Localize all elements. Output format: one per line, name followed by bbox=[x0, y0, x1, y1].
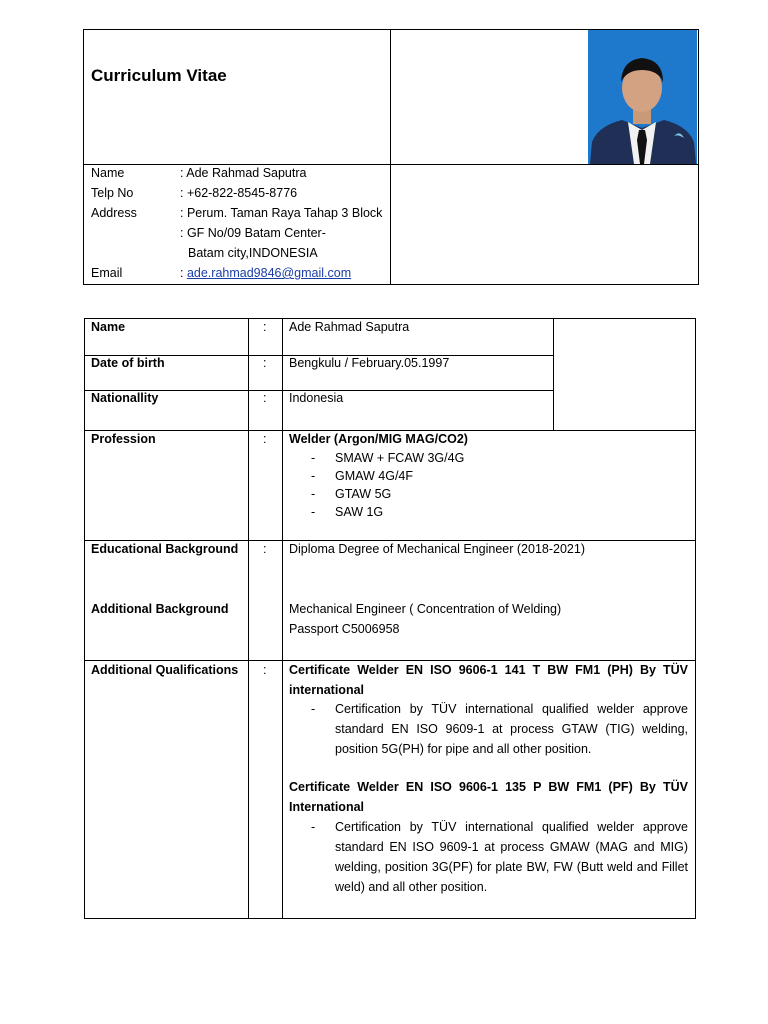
cert1-title-line2: international bbox=[289, 683, 365, 697]
contact-label-phone: Telp No bbox=[91, 186, 134, 200]
label-date-of-birth: Date of birth bbox=[91, 356, 165, 370]
label-additional-background: Additional Background bbox=[91, 602, 229, 616]
profession-heading: Welder (Argon/MIG MAG/CO2) bbox=[289, 432, 468, 446]
label-nationality: Nationallity bbox=[91, 391, 159, 405]
list-item: - GMAW 4G/4F bbox=[289, 467, 689, 485]
value-additional-background-2: Passport C5006958 bbox=[289, 622, 400, 636]
label-qualifications: Additional Qualifications bbox=[91, 663, 239, 677]
contact-value-address-3: Batam city,INDONESIA bbox=[188, 246, 318, 260]
cert1-detail-line3: position 5G(PH) for pipe and all other position. bbox=[335, 742, 592, 756]
contact-email-row: : ade.rahmad9846@gmail.com bbox=[180, 266, 352, 280]
cert2-detail-line2: standard EN ISO 9609-1 at process GMAW (MAG and MIG) bbox=[335, 840, 688, 854]
colon: : bbox=[263, 320, 267, 334]
contact-value-address-1: : Perum. Taman Raya Tahap 3 Block bbox=[180, 206, 383, 220]
profile-photo bbox=[588, 30, 697, 164]
dash: - bbox=[311, 702, 316, 716]
cert1-title-line1: Certificate Welder EN ISO 9606-1 141 T BW FM1 (PH) By TÜV bbox=[289, 663, 688, 677]
value-additional-background-1: Mechanical Engineer ( Concentration of Welding) bbox=[289, 602, 562, 616]
colon: : bbox=[263, 391, 267, 405]
value-date-of-birth: Bengkulu / February.05.1997 bbox=[289, 356, 450, 370]
contact-label-name: Name bbox=[91, 166, 125, 180]
list-item: - GTAW 5G bbox=[289, 485, 689, 503]
cert2-title-line1: Certificate Welder EN ISO 9606-1 135 P BW FM1 (PF) By TÜV bbox=[289, 780, 688, 794]
value-education: Diploma Degree of Mechanical Engineer (2018-2021) bbox=[289, 542, 586, 556]
label-education: Educational Background bbox=[91, 542, 239, 556]
cert2-title-line2: International bbox=[289, 800, 365, 814]
cert2-detail-line4: weld) and all other position. bbox=[335, 880, 488, 894]
colon: : bbox=[263, 663, 267, 677]
email-link[interactable]: ade.rahmad9846@gmail.com bbox=[186, 266, 352, 280]
page-title: Curriculum Vitae bbox=[91, 66, 227, 85]
label-name: Name bbox=[91, 320, 126, 334]
colon: : bbox=[263, 542, 267, 556]
label-profession: Profession bbox=[91, 432, 156, 446]
cert2-detail-line1: Certification by TÜV international qualified welder approve bbox=[335, 820, 688, 834]
colon: : bbox=[263, 432, 267, 446]
cert2-detail-line3: welding, position 3G(PF) for plate BW, FW (Butt weld and Fillet bbox=[335, 860, 688, 874]
contact-value-phone: : +62-822-8545-8776 bbox=[180, 186, 298, 200]
profession-list bbox=[289, 449, 689, 521]
contact-label-email: Email bbox=[91, 266, 123, 280]
colon: : bbox=[263, 356, 267, 370]
cert1-detail-line2: standard EN ISO 9609-1 at process GTAW (TIG) welding, bbox=[335, 722, 688, 736]
contact-value-name: : Ade Rahmad Saputra bbox=[180, 166, 307, 180]
contact-value-address-2: : GF No/09 Batam Center- bbox=[180, 226, 326, 240]
list-item: - SMAW + FCAW 3G/4G bbox=[289, 449, 689, 467]
dash: - bbox=[311, 820, 316, 834]
value-nationality: Indonesia bbox=[289, 391, 344, 405]
contact-label-address: Address bbox=[91, 206, 137, 220]
list-item: - SAW 1G bbox=[289, 503, 689, 521]
value-name: Ade Rahmad Saputra bbox=[289, 320, 410, 334]
cert1-detail-line1: Certification by TÜV international qualified welder approve bbox=[335, 702, 688, 716]
